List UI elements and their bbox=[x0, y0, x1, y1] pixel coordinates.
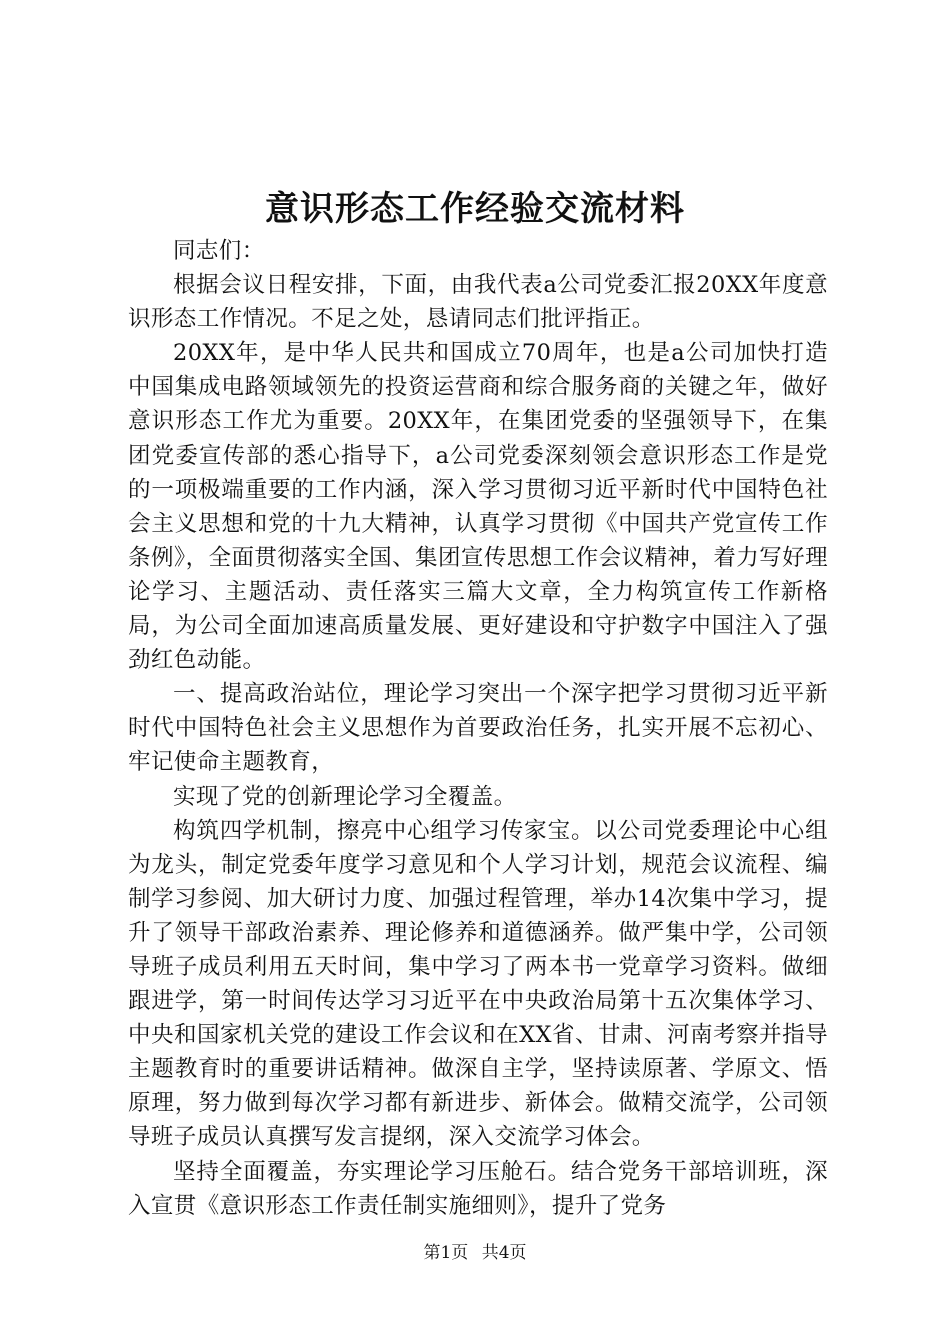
page-total: 共4页 bbox=[481, 1243, 527, 1263]
paragraph: 实现了党的创新理论学习全覆盖。 bbox=[173, 783, 517, 810]
paragraph: 坚持全面覆盖，夯实理论学习压舱石。结合党务干部培训班，深入宣贯《意识形态工作责任制实施细则》，提升了党务 bbox=[128, 1158, 828, 1219]
paragraph: 一、提高政治站位，理论学习突出一个深字把学习贯彻习近平新时代中国特色社会主义思想作为首要政治任务，扎实开展不忘初心、牢记使命主题教育， bbox=[128, 681, 828, 776]
page-number: 第1页 bbox=[423, 1243, 469, 1263]
paragraph: 根据会议日程安排，下面，由我代表a公司党委汇报20XX年度意识形态工作情况。不足之处，恳请同志们批评指正。 bbox=[128, 272, 828, 333]
salutation: 同志们： bbox=[173, 238, 265, 264]
document-title: 意识形态工作经验交流材料 bbox=[265, 189, 685, 229]
document-body bbox=[128, 234, 828, 1223]
page-footer bbox=[0, 1241, 950, 1265]
paragraph: 20XX年，是中华人民共和国成立70周年，也是a公司加快打造中国集成电路领域领先的投资运营商和综合服务商的关键之年，做好意识形态工作尤为重要。20XX年，在集团党委的坚强领导下，在集团党委宣传部的悉心指导下，a公司党委深刻领会意识形态工作是党的一项极端重要的工作内涵，深入学习贯彻习近平新时代中国特色社会主义思想和党的十九大精神，认真学习贯彻《中国共产党宣传工作条例》，全面贯彻落实全国、集团宣传思想工作会议精神，着力写好理论学习、主题活动、责任落实三篇大文章，全力构筑宣传工作新格局，为公司全面加速高质量发展、更好建设和守护数字中国注入了强劲红色动能。 bbox=[128, 340, 828, 674]
paragraph: 构筑四学机制，擦亮中心组学习传家宝。以公司党委理论中心组为龙头，制定党委年度学习意见和个人学习计划，规范会议流程、编制学习参阅、加大研讨力度、加强过程管理，举办14次集中学习，提升了领导干部政治素养、理论修养和道德涵养。做严集中学，公司领导班子成员利用五天时间，集中学习了两本书一党章学习资料。做细跟进学，第一时间传达学习习近平在中央政治局第十五次集体学习、中央和国家机关党的建设工作会议和在XX省、甘肃、河南考察并指导主题教育时的重要讲话精神。做深自主学，坚持读原著、学原文、悟原理，努力做到每次学习都有新进步、新体会。做精交流学，公司领导班子成员认真撰写发言提纲，深入交流学习体会。 bbox=[128, 817, 828, 1151]
